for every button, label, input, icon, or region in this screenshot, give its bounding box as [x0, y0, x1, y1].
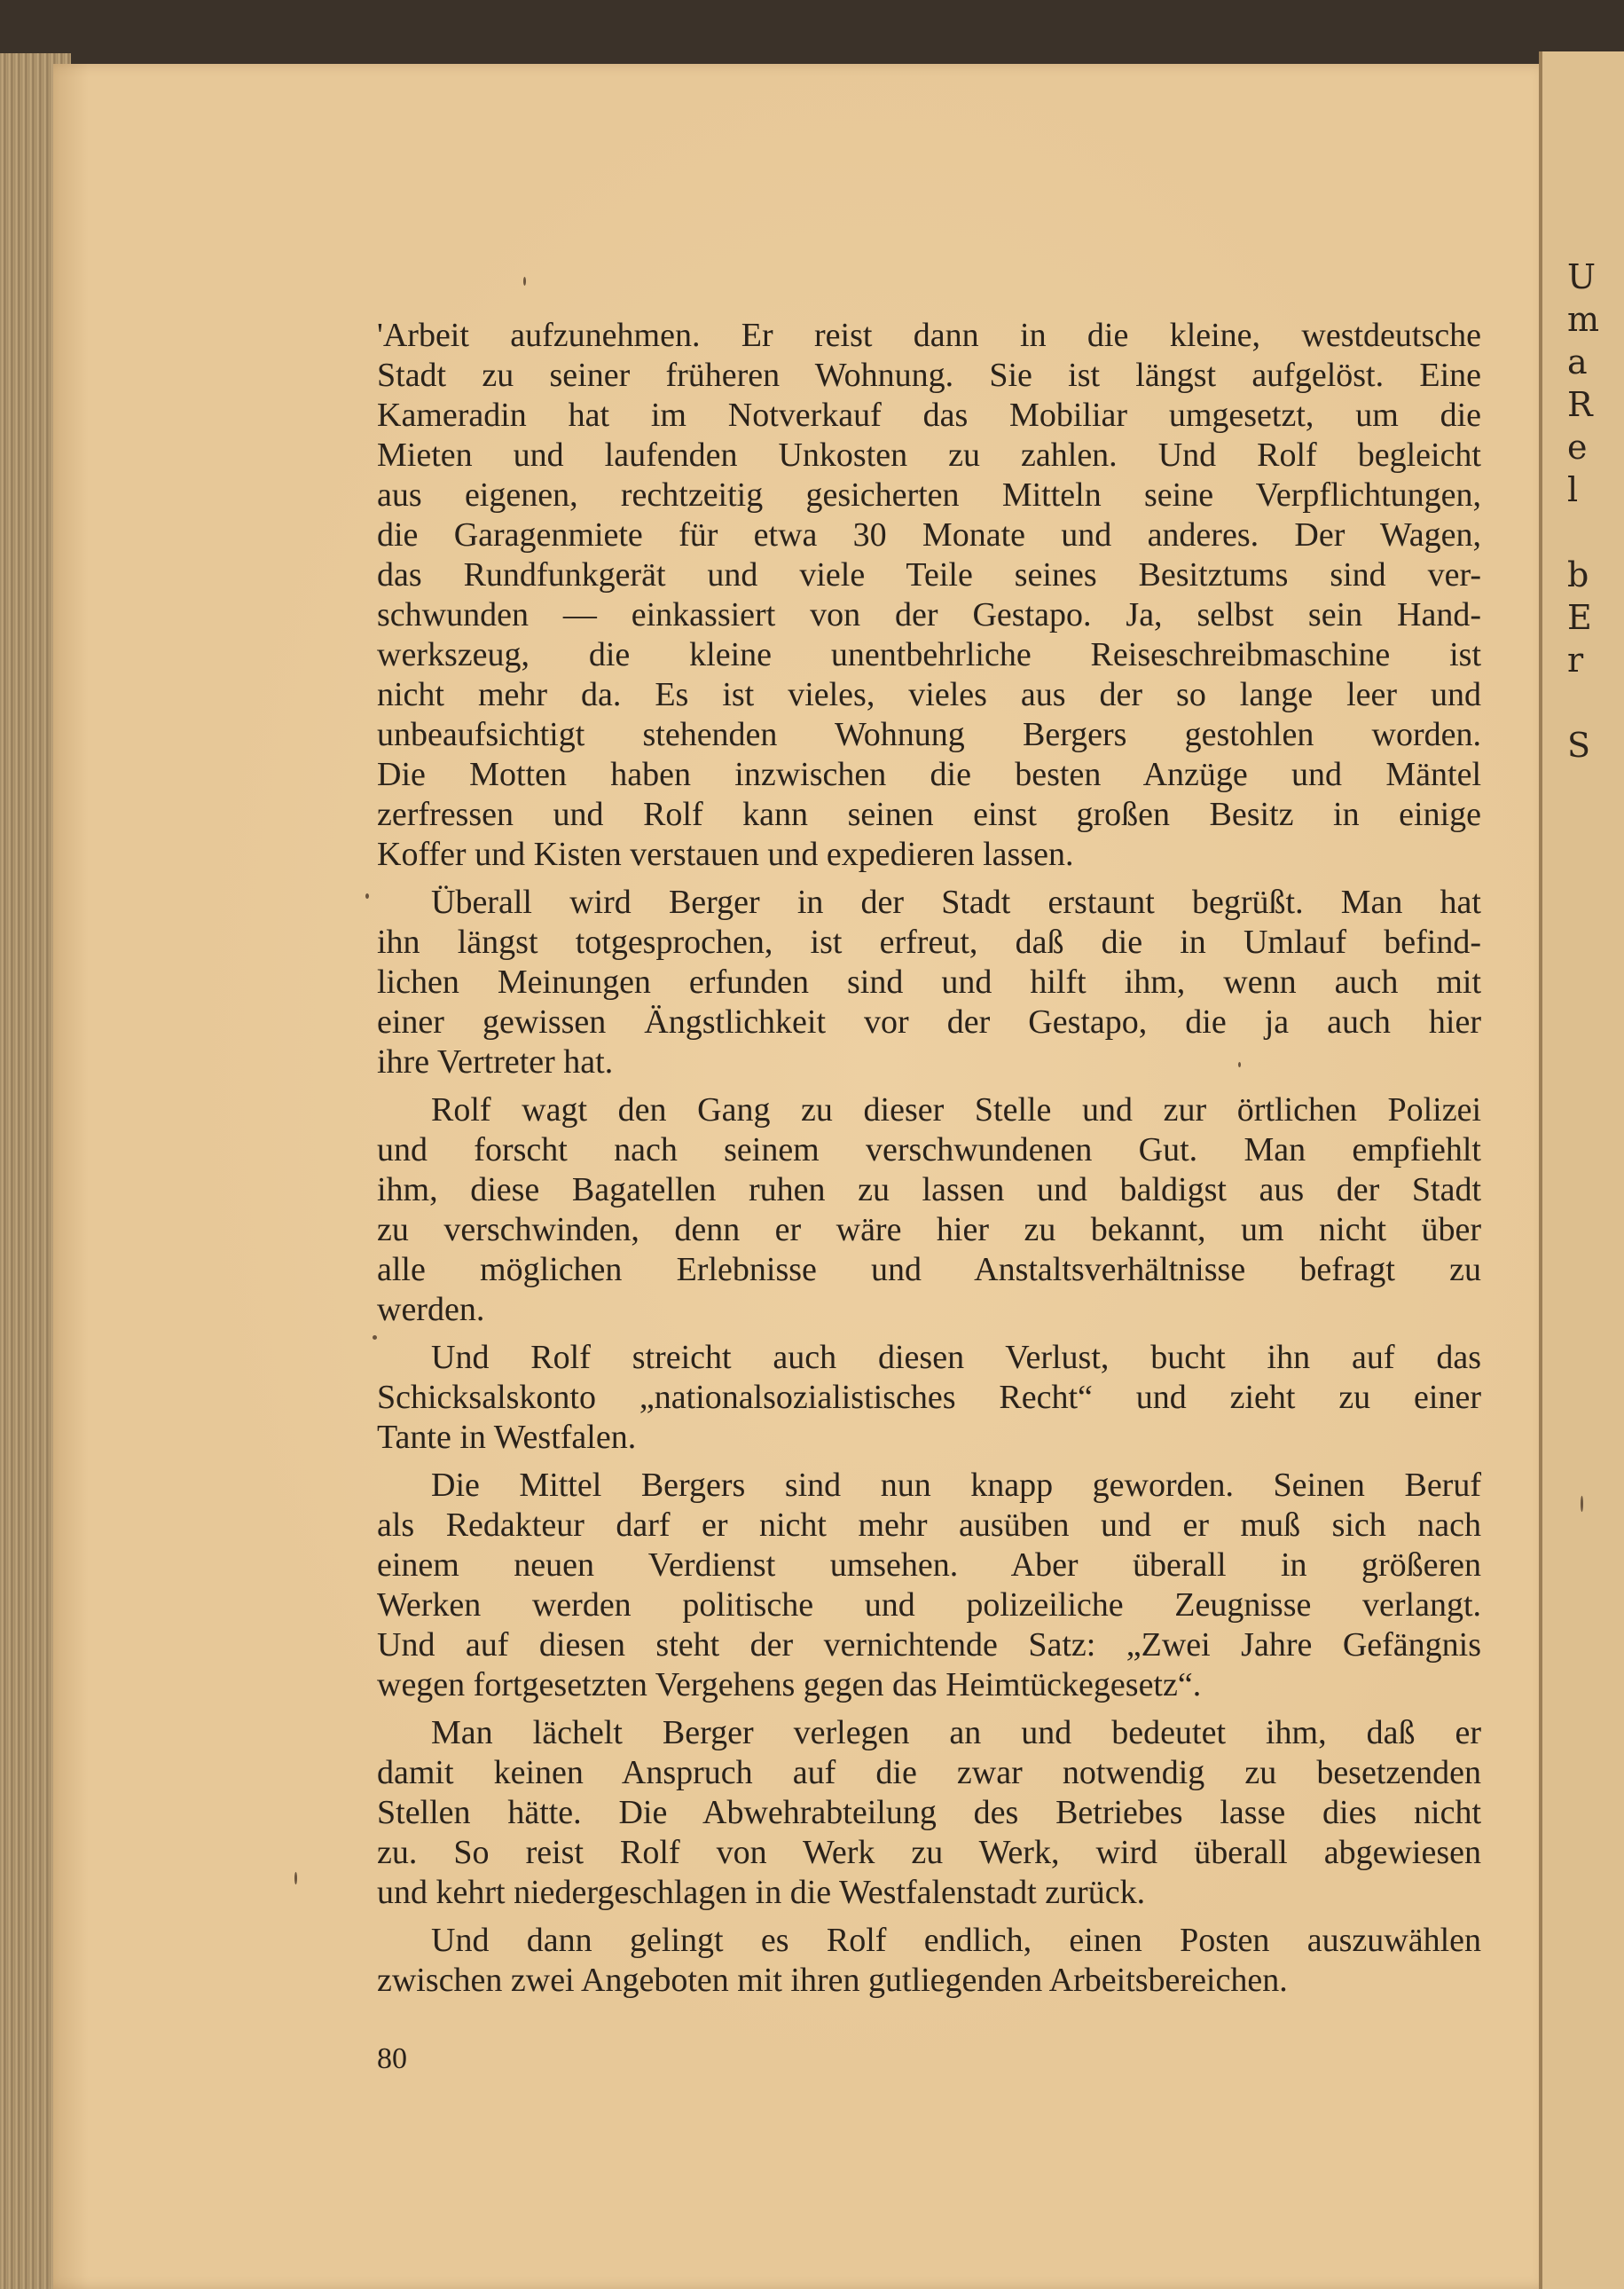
text-line: zu. So reist Rolf von Werk zu Werk, wird überall abgewiesen	[377, 1834, 1481, 1871]
text-line: damit keinen Anspruch auf die zwar notwendig zu besetzenden	[377, 1754, 1481, 1791]
text-line: alle möglichen Erlebnisse und Anstaltsverhältnisse befragt zu	[377, 1251, 1481, 1288]
text-line: einer gewissen Ängstlichkeit vor der Gestapo, die ja auch hier	[377, 1003, 1481, 1041]
text-line: wegen fortgesetzten Vergehens gegen das Heimtückegesetz“.	[377, 1666, 1202, 1703]
text-line: ihm, diese Bagatellen ruhen zu lassen und baldigst aus der Stadt	[377, 1171, 1481, 1208]
next-page-glyph: e	[1567, 428, 1588, 467]
text-line: als Redakteur darf er nicht mehr ausüben und er muß sich nach	[377, 1506, 1481, 1544]
next-page-glyph: S	[1567, 726, 1591, 765]
text-line: Man lächelt Berger verlegen an und bedeutet ihm, daß er	[431, 1714, 1481, 1751]
text-line: unbeaufsichtigt stehenden Wohnung Bergers gestohlen worden.	[377, 716, 1481, 753]
text-line: Rolf wagt den Gang zu dieser Stelle und zur örtlichen Polizei	[431, 1091, 1481, 1129]
text-line: zu verschwinden, denn er wäre hier zu bekannt, um nicht über	[377, 1211, 1481, 1248]
scan-speck	[373, 1335, 377, 1340]
next-page-glyph: l	[1567, 470, 1579, 509]
text-line: Tante in Westfalen.	[377, 1419, 637, 1456]
paragraph	[377, 316, 1481, 875]
text-line: die Garagenmiete für etwa 30 Monate und anderes. Der Wagen,	[377, 516, 1481, 554]
text-line: schwunden — einkassiert von der Gestapo. Ja, selbst sein Hand-	[377, 596, 1481, 633]
text-line: einem neuen Verdienst umsehen. Aber überall in größeren	[377, 1546, 1481, 1584]
paragraph	[377, 1713, 1481, 1913]
next-page-edge	[1539, 51, 1624, 2289]
scan-speck	[1238, 1062, 1241, 1067]
next-page-glyph: E	[1567, 598, 1592, 637]
text-line: zwischen zwei Angeboten mit ihren gutliegenden Arbeitsbereichen.	[377, 1962, 1288, 1999]
next-page-glyph: m	[1567, 300, 1600, 339]
text-line: Und auf diesen steht der vernichtende Satz: „Zwei Jahre Gefängnis	[377, 1626, 1481, 1664]
next-page-glyph: b	[1567, 555, 1589, 594]
text-line: lichen Meinungen erfunden sind und hilft ihm, wenn auch mit	[377, 964, 1481, 1001]
page-number: 80	[377, 2042, 407, 2075]
scan-speck	[523, 277, 526, 286]
text-line: werkszeug, die kleine unentbehrliche Reiseschreibmaschine ist	[377, 636, 1481, 673]
text-line: Werken werden politische und polizeiliche Zeugnisse verlangt.	[377, 1586, 1481, 1624]
text-line: und kehrt niedergeschlagen in die Westfalenstadt zurück.	[377, 1874, 1146, 1911]
paragraph	[377, 1338, 1481, 1458]
scan-speck	[1581, 1496, 1583, 1512]
paragraph	[377, 883, 1481, 1082]
text-line: ihre Vertreter hat.	[377, 1043, 614, 1081]
text-line: Mieten und laufenden Unkosten zu zahlen. Und Rolf begleicht	[377, 437, 1481, 474]
scan-speck	[365, 893, 369, 899]
paragraph	[377, 1090, 1481, 1330]
text-line: das Rundfunkgerät und viele Teile seines Besitztums sind ver-	[377, 556, 1481, 594]
text-line: und forscht nach seinem verschwundenen Gut. Man empfiehlt	[377, 1131, 1481, 1168]
text-line: aus eigenen, rechtzeitig gesicherten Mitteln seine Verpflichtungen,	[377, 476, 1481, 514]
text-line: Die Mittel Bergers sind nun knapp geworden. Seinen Beruf	[431, 1467, 1481, 1504]
text-line: Koffer und Kisten verstauen und expedieren lassen.	[377, 836, 1074, 873]
text-line: nicht mehr da. Es ist vieles, vieles aus der so lange leer und	[377, 676, 1481, 713]
text-line: ihn längst totgesprochen, ist erfreut, daß die in Umlauf befind-	[377, 924, 1481, 961]
body-text	[377, 316, 1481, 2009]
text-line: Überall wird Berger in der Stadt erstaunt begrüßt. Man hat	[431, 884, 1481, 921]
text-line: zerfressen und Rolf kann seinen einst großen Besitz in einige	[377, 796, 1481, 833]
text-line: 'Arbeit aufzunehmen. Er reist dann in die kleine, westdeutsche	[377, 317, 1481, 354]
paragraph	[377, 1466, 1481, 1705]
next-page-glyph: a	[1567, 342, 1588, 382]
scan-speck	[294, 1872, 297, 1884]
next-page-glyph: U	[1567, 257, 1597, 296]
next-page-glyph	[1567, 511, 1624, 554]
text-line: Die Motten haben inzwischen die besten Anzüge und Mäntel	[377, 756, 1481, 793]
text-line: Kameradin hat im Notverkauf das Mobiliar umgesetzt, um die	[377, 397, 1481, 434]
paragraph	[377, 1921, 1481, 2001]
next-page-glyphs	[1567, 256, 1624, 767]
text-line: Und Rolf streicht auch diesen Verlust, bucht ihn auf das	[431, 1339, 1481, 1376]
text-line: Und dann gelingt es Rolf endlich, einen Posten auszuwählen	[431, 1922, 1481, 1959]
text-line: Stadt zu seiner früheren Wohnung. Sie ist längst aufgelöst. Eine	[377, 357, 1481, 394]
text-line: Schicksalskonto „nationalsozialistisches Recht“ und zieht zu einer	[377, 1379, 1481, 1416]
next-page-glyph: r	[1567, 641, 1584, 680]
text-line: Stellen hätte. Die Abwehrabteilung des Betriebes lasse dies nicht	[377, 1794, 1481, 1831]
next-page-glyph: R	[1567, 385, 1593, 424]
next-page-glyph	[1567, 681, 1624, 724]
text-line: werden.	[377, 1291, 485, 1328]
